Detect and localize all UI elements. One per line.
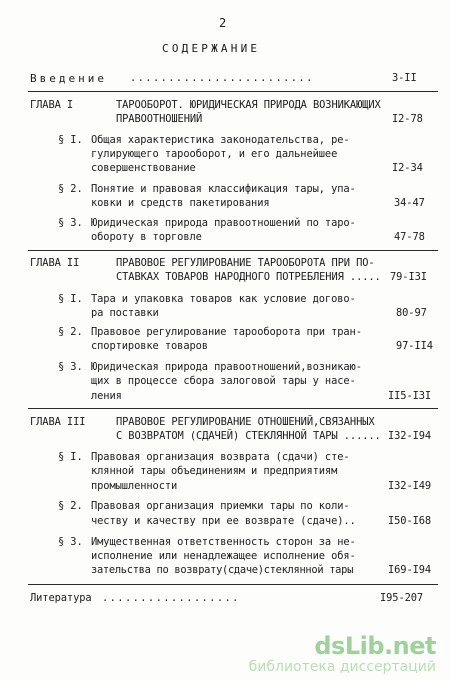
chapter-1-label: ГЛАВА I [30, 99, 74, 111]
section-3-2-line-2: честву и качеству при ее возврате (сдаче).. [91, 515, 356, 527]
section-1-2-number: § 2. [58, 183, 83, 195]
section-1-3-number: § 3. [58, 217, 83, 229]
section-1-3-line-1: Юридическая природа правоотношений по таро- [91, 217, 356, 229]
chapter-3-title-line-2: С ВОЗВРАТОМ (СДАЧЕЙ) СТЕКЛЯННОЙ ТАРЫ ...... [116, 430, 381, 442]
section-3-2-line-1: Правовая организация приемки тары по коли- [91, 500, 350, 512]
section-2-1-line-1: Тара и упаковка товаров как условие догово- [91, 293, 356, 305]
chapter-2-label: ГЛАВА II [30, 257, 80, 269]
section-3-3-number: § 3. [58, 536, 83, 548]
section-3-3-line-2: исполнение или ненадлежащее исполнение обя- [91, 550, 356, 562]
section-2-3-pages: II5-I3I [388, 390, 432, 402]
section-3-3-pages: I69-I94 [388, 564, 432, 576]
toc-intro-dots: ........................ [130, 72, 314, 84]
chapter-2-title-line-2: СТАВКАХ ТОВАРОВ НАРОДНОГО ПОТРЕБЛЕНИЯ ..... [116, 271, 381, 283]
watermark [249, 633, 436, 675]
section-3-2-pages: I50-I68 [388, 515, 432, 527]
chapter-3-label: ГЛАВА III [30, 416, 86, 428]
divider [28, 250, 438, 251]
section-2-3-line-1: Юридическая природа правоотношений,возникаю- [91, 361, 362, 373]
toc-literature-pages: I95-207 [380, 592, 424, 604]
section-3-1-pages: I32-I49 [388, 480, 432, 492]
section-1-1-number: § I. [58, 134, 83, 146]
section-3-1-number: § I. [58, 451, 83, 463]
section-2-1-pages: 80-97 [396, 307, 427, 319]
toc-literature-label: Литература [30, 592, 92, 604]
section-1-1-line-1: Общая характеристика законодательства, ре- [91, 134, 350, 146]
section-2-3-line-2: щих в процессе сбора залоговой тары у насе- [91, 375, 356, 387]
chapter-2-pages: 79-I3I [390, 271, 427, 283]
section-1-2-line-2: ковки и средств пакетирования [91, 197, 270, 209]
divider [28, 408, 438, 409]
chapter-3-pages: I32-I94 [388, 430, 432, 442]
chapter-1-pages: I2-78 [392, 113, 423, 125]
section-2-2-pages: 97-II4 [396, 340, 433, 352]
chapter-1-title-line-1: ТАРООБОРОТ. ЮРИДИЧЕСКАЯ ПРИРОДА ВОЗНИКАЮЩИХ [116, 99, 381, 111]
section-3-2-number: § 2. [58, 500, 83, 512]
section-2-1-line-2: ра поставки [91, 307, 159, 319]
divider [28, 91, 438, 92]
section-2-2-line-2: спортировке товаров [91, 340, 208, 352]
section-3-3-line-3: зательства по возврату(сдаче)стеклянной тары [91, 564, 354, 576]
section-1-1-line-3: совершенствование [91, 162, 196, 174]
toc-intro-pages: 3-II [392, 72, 417, 84]
section-3-1-line-2: клянной тары объединениям и предприятиям [91, 465, 338, 477]
section-3-1-line-3: промышленности [91, 480, 178, 492]
section-3-1-line-1: Правовая организация возврата (сдачи) сте- [91, 451, 350, 463]
watermark-subtitle: библиотека диссертаций [248, 659, 436, 675]
toc-intro-label: Введение [30, 72, 107, 85]
chapter-2-title-line-1: ПРАВОВОЕ РЕГУЛИРОВАНИЕ ТАРООБОРОТА ПРИ ПО- [116, 257, 375, 269]
section-2-3-line-3: ления [91, 390, 122, 402]
section-2-3-number: § 3. [58, 361, 83, 373]
section-3-3-line-1: Имущественная ответственность сторон за не- [91, 536, 356, 548]
section-1-2-pages: 34-47 [394, 197, 425, 209]
section-2-2-number: § 2. [58, 326, 83, 338]
section-2-1-number: § I. [58, 293, 83, 305]
chapter-1-title-line-2: ПРАВООТНОШЕНИЙ [116, 113, 203, 125]
page-number: 2 [219, 16, 227, 30]
chapter-3-title-line-1: ПРАВОВОЕ РЕГУЛИРОВАНИЕ ОТНОШЕНИЙ,СВЯЗАННЫХ [116, 416, 375, 428]
section-1-1-line-2: гулирующего тарооборот, и его дальнейшее [91, 148, 338, 160]
contents-title: СОДЕРЖАНИЕ [162, 42, 261, 55]
section-1-3-pages: 47-78 [394, 231, 425, 243]
section-1-3-line-2: обороту в торговле [91, 231, 202, 243]
toc-literature-dots: .................. [102, 592, 240, 604]
section-1-1-pages: I2-34 [392, 162, 423, 174]
watermark-logo: dsLib.net [314, 632, 436, 660]
section-2-2-line-1: Правовое регулирование тарооборота при тран- [91, 326, 362, 338]
divider [28, 584, 438, 585]
section-1-2-line-1: Понятие и правовая классификация тары, упа- [91, 183, 356, 195]
